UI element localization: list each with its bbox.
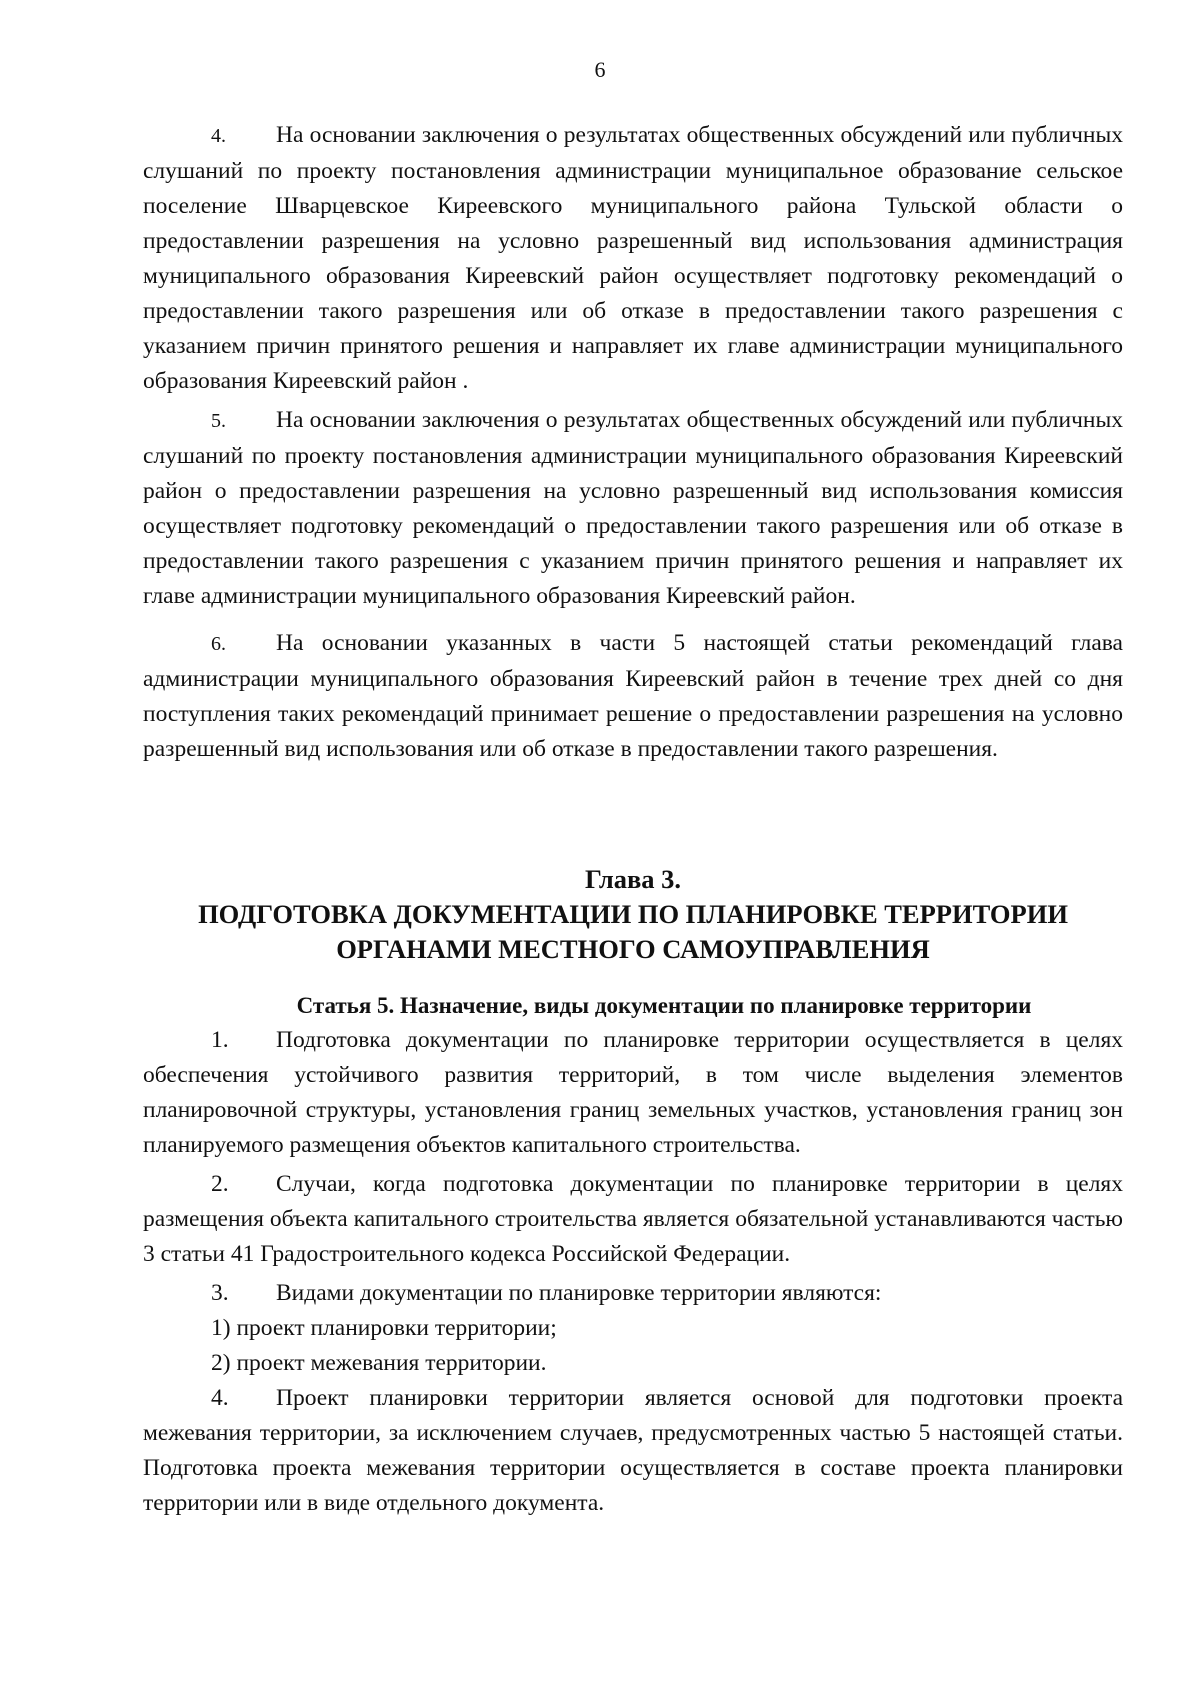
item-number: 3. — [211, 1280, 229, 1306]
chapter-number: Глава 3. — [584, 864, 682, 894]
paragraph-text: Видами документации по планировке территории являются: — [276, 1280, 882, 1306]
section-part1 — [143, 118, 1123, 767]
paragraph-text: Проект планировки территории является основой для подготовки проекта межевания территории, за исключением случаев, предусмотренных частью 5 настоящей статьи. Подготовка проекта межевания территории осуществляется в составе проекта планировки территории или в виде отдельного документа. — [143, 1385, 1123, 1516]
article-title: Статья 5. Назначение, виды документации по планировке территории — [296, 993, 1032, 1018]
paragraph-text: Случаи, когда подготовка документации по планировке территории в целях размещения объекта капитального строительства является обязательной устанавливаются частью 3 статьи 41 Градостроительного кодекса Российской Федерации. — [143, 1171, 1123, 1267]
item-number: 6. — [211, 633, 226, 655]
paragraph-item-5 — [143, 403, 1123, 614]
paragraph-text: На основании заключения о результатах общественных обсуждений или публичных слушаний по проекту постановления администрации муниципальное образование сельское поселение Шварцевское Киреевского муниципального района Тульской области о предоставлении разрешения на условно разрешенный вид использования администрация муниципального образования Киреевский район осуществляет подготовку рекомендаций о предоставлении такого разрешения или об отказе в предоставлении такого разрешения с указанием причин принятого решения и направляет их главе администрации муниципального образования Киреевский район . — [143, 122, 1123, 394]
paragraph-text: На основании указанных в части 5 настоящей статьи рекомендаций глава администрации муниципального образования Киреевский район в течение трех дней со дня поступления таких рекомендаций принимает решение о предоставлении разрешения на условно разрешенный вид использования или об отказе в предоставлении такого разрешения. — [143, 630, 1123, 762]
article-item-4 — [143, 1381, 1123, 1521]
list-item: 1) проект планировки территории; — [211, 1315, 557, 1341]
paragraph-text: На основании заключения о результатах общественных обсуждений или публичных слушаний по проекту постановления администрации муниципального образования Киреевский район о предоставлении разрешения на условно разрешенный вид использования комиссия осуществляет подготовку рекомендаций о предоставлении такого разрешения или об отказе в предоставлении такого разрешения с указанием причин принятого решения и направляет их главе администрации муниципального образования Киреевский район. — [143, 407, 1123, 609]
article-5 — [143, 988, 1123, 1521]
chapter-heading — [143, 862, 1123, 967]
chapter-title-line2: ОРГАНАМИ МЕСТНОГО САМОУПРАВЛЕНИЯ — [336, 934, 930, 964]
article-item-3 — [143, 1276, 1123, 1311]
item-number: 1. — [211, 1027, 229, 1053]
item-number: 4. — [211, 125, 226, 147]
item-number: 5. — [211, 410, 226, 432]
item-number: 4. — [211, 1385, 229, 1411]
list-item: 2) проект межевания территории. — [211, 1350, 547, 1376]
paragraph-item-4 — [143, 118, 1123, 399]
article-item-2 — [143, 1167, 1123, 1272]
paragraph-item-6 — [143, 626, 1123, 767]
paragraph-text: Подготовка документации по планировке территории осуществляется в целях обеспечения устойчивого развития территорий, в том числе выделения элементов планировочной структуры, установления границ земельных участков, установления границ зон планируемого размещения объектов капитального строительства. — [143, 1027, 1123, 1158]
page-number: 6 — [594, 57, 606, 82]
item-number: 2. — [211, 1171, 229, 1197]
article-item-1 — [143, 1023, 1123, 1163]
chapter-title-line1: ПОДГОТОВКА ДОКУМЕНТАЦИИ ПО ПЛАНИРОВКЕ ТЕРРИТОРИИ — [198, 899, 1068, 929]
